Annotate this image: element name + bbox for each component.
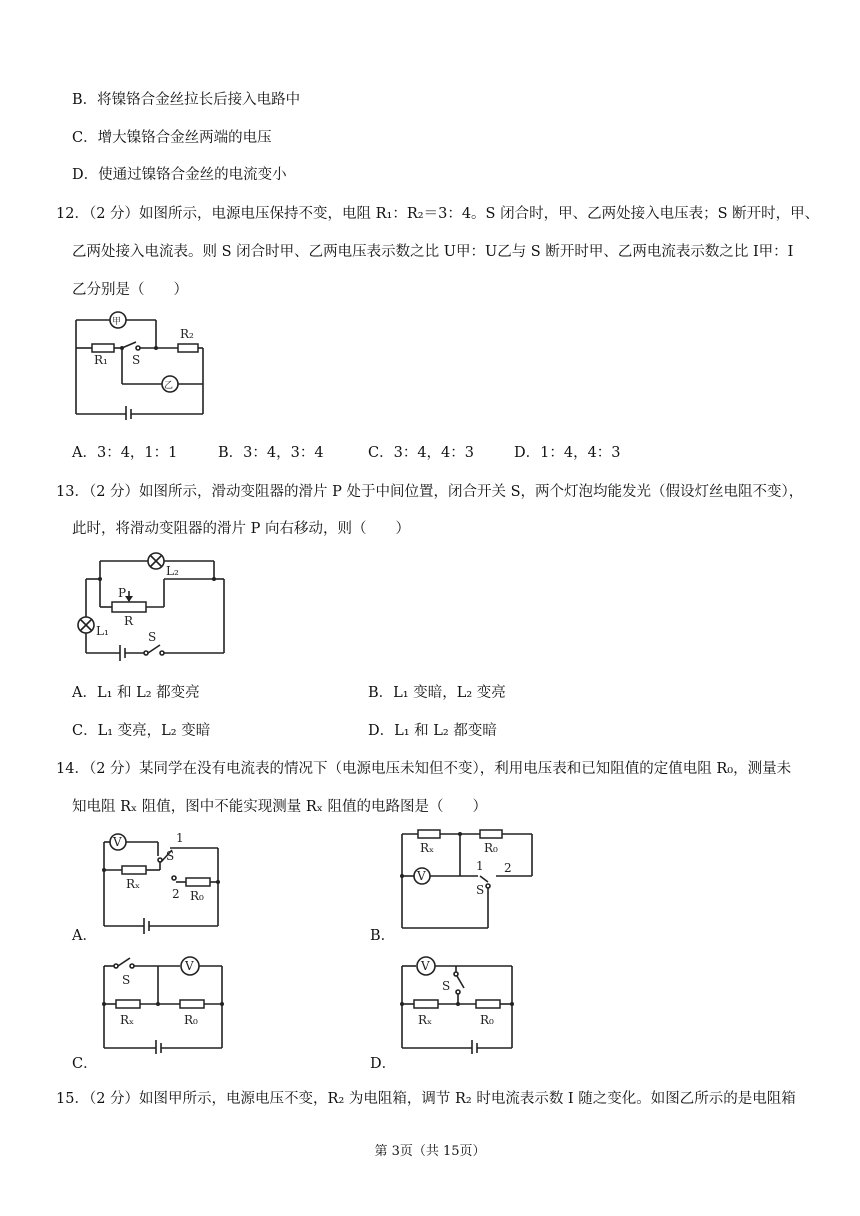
q12-circuit-diagram [70,308,210,420]
q14-option-c[interactable]: C． [72,1056,98,1072]
q13-option-d[interactable]: D．L₁ 和 L₂ 都变暗 [368,723,497,739]
q12-stem-line2: 乙两处接入电流表。则 S 闭合时甲、乙两电压表示数之比 U甲：U乙与 S 断开时甲、乙两电流表示数之比 I甲：I [72,244,794,260]
q13-p-label: P [118,586,127,600]
q12-option-d[interactable]: D．1：4，4：3 [514,445,621,461]
q14d-v-label: V [421,959,430,973]
q12-stem-line1: 12．（2 分）如图所示，电源电压保持不变，电阻 R₁：R₂＝3：4。S 闭合时，甲、乙两处接入电压表；S 断开时，甲、 [56,206,820,222]
q14-circuit-b [396,824,538,936]
q14-option-d[interactable]: D． [370,1056,397,1072]
q11-option-c: C．增大镍铬合金丝两端的电压 [72,130,272,146]
q12-yi-label: 乙 [164,381,174,391]
q14-circuit-a [98,826,230,934]
q13-l1-label: L₁ [96,624,109,638]
page-footer: 第 3页（共 15页） [374,1144,486,1159]
q12-stem-line3: 乙分别是（ ） [72,282,188,298]
q14b-s-label: S [476,883,485,897]
q14-option-b[interactable]: B． [370,928,396,944]
q13-r-label: R [124,614,134,628]
q12-option-c[interactable]: C．3：4，4：3 [368,445,474,461]
q14b-1-label: 1 [476,859,484,873]
q14c-rx-label: Rₓ [120,1013,135,1027]
q12-jia-label: 甲 [112,317,122,327]
q14a-1-label: 1 [176,831,184,845]
q13-s-label: S [148,630,157,644]
q13-l2-label: L₂ [166,564,179,578]
q14b-rx-label: Rₓ [420,841,435,855]
q14d-rx-label: Rₓ [418,1013,433,1027]
q14b-v-label: V [417,869,426,883]
q13-option-a[interactable]: A．L₁ 和 L₂ 都变亮 [72,685,200,701]
q15-stem-line1: 15．（2 分）如图甲所示，电源电压不变，R₂ 为电阻箱，调节 R₂ 时电流表示数 I 随之变化。如图乙所示的是电阻箱 [56,1091,796,1107]
q14b-r0-label: R₀ [484,841,498,855]
q14c-r0-label: R₀ [184,1013,198,1027]
q14a-v-label: V [113,835,122,849]
q11-option-d: D．使通过镍铬合金丝的电流变小 [72,167,287,183]
q13-option-b[interactable]: B．L₁ 变暗，L₂ 变亮 [368,685,506,701]
q12-r1-label: R₁ [94,353,108,367]
q13-stem-line2: 此时，将滑动变阻器的滑片 P 向右移动，则（ ） [72,521,410,537]
q14-circuit-d [396,954,520,1054]
q11-option-b: B．将镍铬合金丝拉长后接入电路中 [72,92,301,108]
q12-option-a[interactable]: A．3：4，1：1 [72,445,178,461]
q14-stem-line2: 知电阻 Rₓ 阻值，图中不能实现测量 Rₓ 阻值的电路图是（ ） [72,799,488,815]
q14-stem-line1: 14．（2 分）某同学在没有电流表的情况下（电源电压未知但不变），利用电压表和已知阻值的定值电阻 R₀，测量未 [56,761,792,777]
q13-circuit-diagram [72,545,232,663]
q12-option-b[interactable]: B．3：4，3：4 [218,445,324,461]
q14a-s-label: S [166,849,175,863]
q13-stem-line1: 13．（2 分）如图所示，滑动变阻器的滑片 P 处于中间位置，闭合开关 S，两个灯泡均能发光（假设灯丝电阻不变）， [56,484,804,500]
q12-s-label: S [132,353,141,367]
q14d-r0-label: R₀ [480,1013,494,1027]
q14-option-a[interactable]: A． [72,928,97,944]
q14c-s-label: S [122,973,131,987]
q14b-2-label: 2 [504,861,512,875]
q14d-s-label: S [442,979,451,993]
q14a-rx-label: Rₓ [126,877,141,891]
q14a-2-label: 2 [172,887,180,901]
q14-circuit-c [98,954,230,1054]
q14a-r0-label: R₀ [190,889,204,903]
q13-option-c[interactable]: C．L₁ 变亮，L₂ 变暗 [72,723,211,739]
q12-r2-label: R₂ [180,327,194,341]
q14c-v-label: V [185,959,194,973]
